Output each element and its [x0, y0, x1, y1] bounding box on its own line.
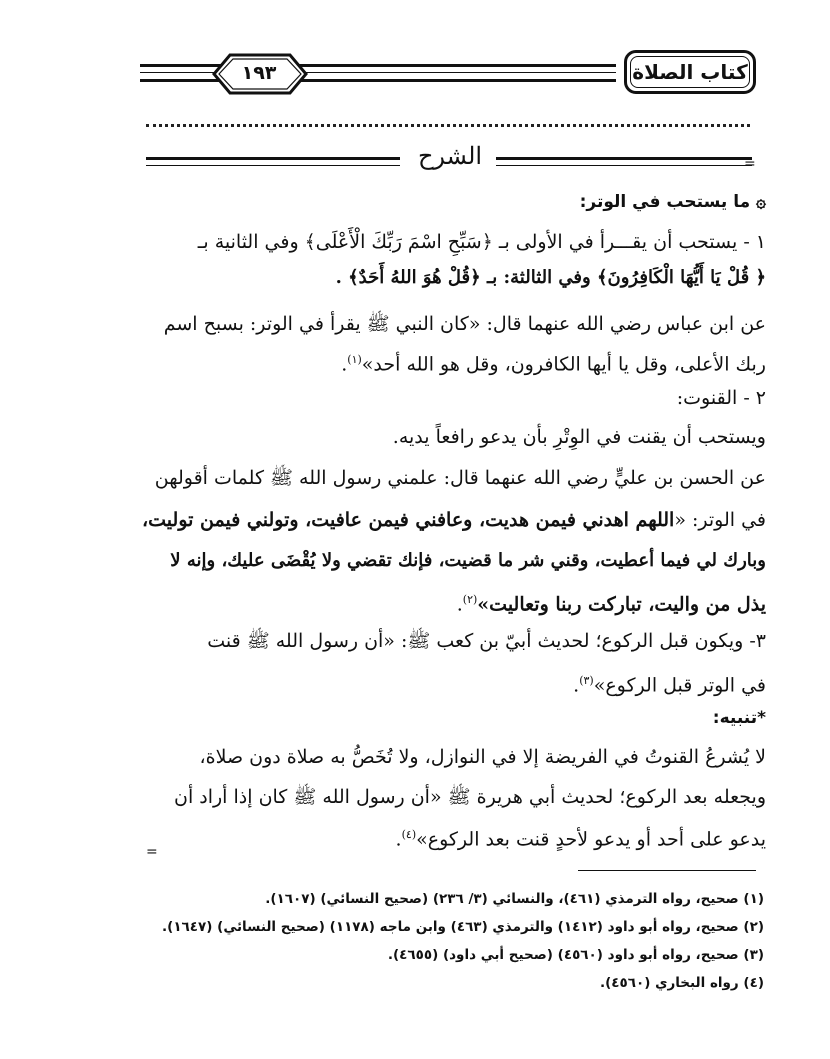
text-line	[66, 583, 766, 621]
chapter-title-box	[624, 50, 756, 94]
text-line: لا يُشرعُ القنوتُ في الفريضة إلا في النوازل، ولا تُخَصُّ به صلاة دون صلاة،	[199, 746, 766, 768]
margin-mark-bottom: =	[146, 844, 158, 860]
footnote: (٤) رواه البخاري (٤٥٦٠).	[599, 975, 764, 991]
text-line	[66, 343, 766, 381]
text-line: ٢ - القنوت:	[676, 387, 766, 409]
text-span: في الوتر: «	[674, 509, 766, 531]
text-line: عن ابن عباس رضي الله عنهما قال: «كان النبي ﷺ يقرأ في الوتر: بسبح اسم	[163, 313, 766, 335]
text-span: .	[341, 353, 348, 376]
dotted-divider	[146, 124, 750, 133]
footnote-ref: (١)	[347, 353, 362, 366]
text-span: يدعو على أحد أو يدعو لأحدٍ قنت بعد الركوع»	[416, 828, 766, 851]
text-line: عن الحسن بن عليٍّ رضي الله عنهما قال: علمني رسول الله ﷺ كلمات أقولهن	[154, 467, 766, 489]
heading-line	[66, 184, 766, 219]
footnote: (٣) صحيح، رواه أبو داود (٤٥٦٠) (صحيح أبي داود) (٤٦٥٥).	[387, 947, 764, 963]
subheading: ۞ ما يستحب في الوتر:	[579, 192, 766, 212]
section-rule-right-top	[496, 157, 752, 160]
text-line	[66, 664, 766, 702]
text-span: في الوتر قبل الركوع»	[593, 674, 766, 697]
footnote: (٢) صحيح، رواه أبو داود (١٤١٢) والترمذي (٤٦٣) وابن ماجه (١١٧٨) (صحيح النسائي) (١٦٤٧).	[162, 919, 764, 935]
section-rule-right-bottom	[496, 165, 752, 166]
text-span: .	[456, 593, 463, 616]
note-title: *تنبيه:	[712, 708, 766, 728]
text-span: ربك الأعلى، وقل يا أيها الكافرون، وقل هو الله أحد»	[361, 353, 766, 376]
supplication-text: يذل من واليت، تباركت ربنا وتعاليت»	[477, 593, 766, 616]
supplication-line: وبارك لي فيما أعطيت، وقني شر ما قضيت، فإنك تقضي ولا يُقْضَى عليك، وإنه لا	[170, 550, 766, 571]
section-rule-left-bottom	[146, 165, 400, 166]
footnote-ref: (٣)	[579, 674, 594, 687]
text-line: ويجعله بعد الركوع؛ لحديث أبي هريرة ﷺ «أن رسول الله ﷺ كان إذا أراد أن	[174, 786, 766, 808]
text-line: ويستحب أن يقنت في الوِتْرِ بأن يدعو رافعاً يديه.	[392, 426, 766, 448]
footnote: (١) صحيح، رواه الترمذي (٤٦١)، والنسائي (٣/ ٢٣٦) (صحيح النسائي) (١٦٠٧).	[265, 891, 764, 907]
text-line	[66, 818, 766, 856]
supplication-text: اللهم اهدني فيمن هديت، وعافني فيمن عافيت، وتولني فيمن توليت،	[142, 509, 675, 531]
note-title-line	[66, 700, 766, 735]
chapter-title: كتاب الصلاة	[632, 60, 748, 84]
text-span: .	[395, 828, 402, 851]
section-title: الشرح	[417, 142, 483, 170]
footnote-ref: (٤)	[401, 828, 417, 841]
text-line: ٣- ويكون قبل الركوع؛ لحديث أبيّ بن كعب ﷺ: «أن رسول الله ﷺ قنت	[207, 630, 766, 652]
text-span: .	[573, 674, 580, 697]
footnote-ref: (٢)	[462, 593, 478, 606]
margin-mark-top: =	[744, 156, 756, 172]
page-number: ١٩٣	[241, 62, 277, 84]
text-line: ١ - يستحب أن يقـــرأ في الأولى بـ ﴿سَبِّحِ اسْمَ رَبِّكَ الْأَعْلَى﴾ وفي الثانية بـ	[197, 231, 766, 253]
text-line: ﴿ قُلْ يَا أَيُّهَا الْكَافِرُونَ﴾ وفي الثالثة: بـ ﴿قُلْ هُوَ اللهُ أَحَدٌ﴾ .	[335, 267, 766, 288]
text-line	[66, 503, 766, 537]
footnote-separator	[578, 870, 756, 871]
section-rule-left-top	[146, 157, 400, 160]
